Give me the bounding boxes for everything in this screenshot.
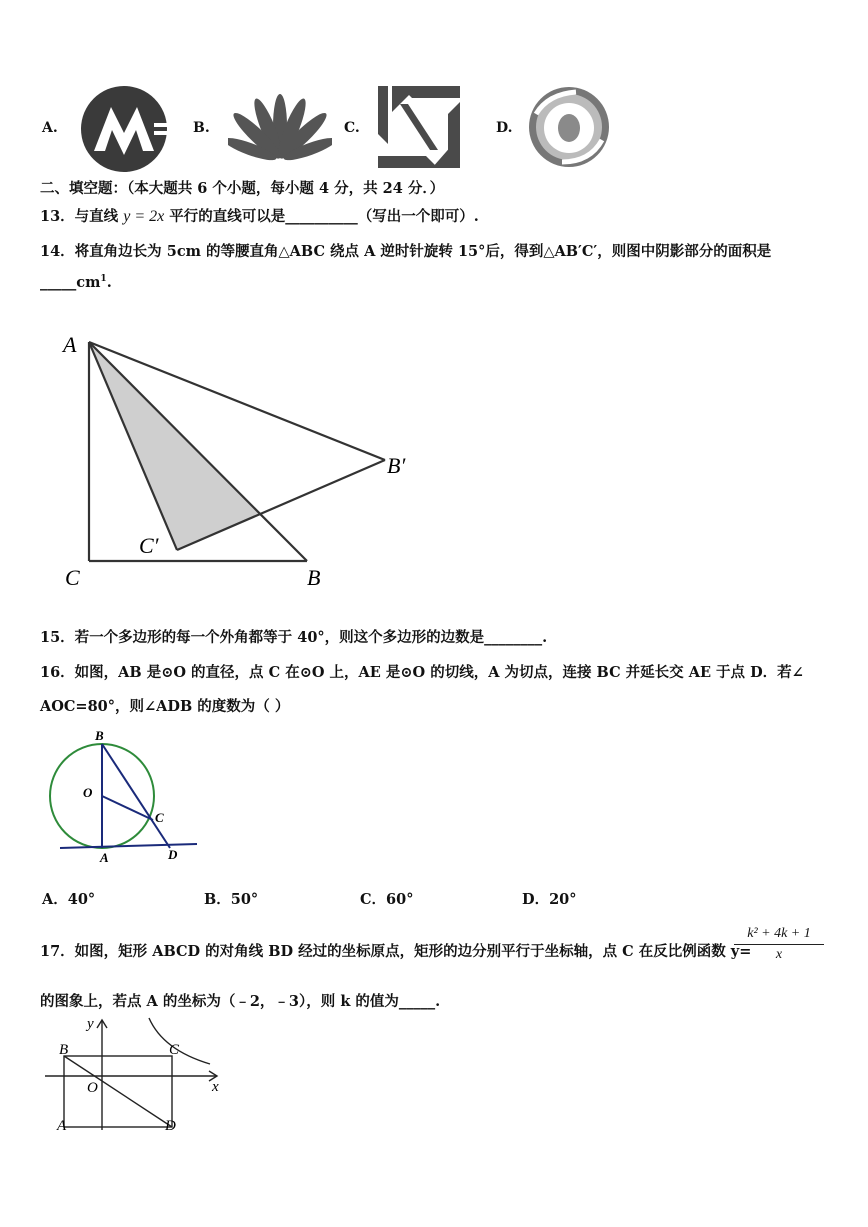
q14-sup: 1 — [100, 274, 107, 285]
q14-figure — [55, 325, 435, 595]
question-15: 15．若一个多边形的每一个外角都等于 40°，则这个多边形的边数是________. — [40, 629, 548, 646]
fraction-numerator: k² + 4k + 1 — [734, 926, 824, 945]
fraction-denominator: x — [775, 947, 783, 962]
label-c: C — [65, 565, 80, 590]
label-b: B — [307, 565, 321, 590]
label-o: O — [83, 785, 93, 800]
logo-c-icon — [378, 86, 460, 168]
line-bd — [102, 744, 170, 848]
logo-a-icon — [80, 85, 168, 173]
label-y: y — [87, 1016, 94, 1032]
label-x: x — [212, 1079, 219, 1095]
shaded-region — [89, 342, 260, 550]
choice-b[interactable]: B．50° — [204, 891, 259, 908]
question-14-line2 — [40, 274, 112, 291]
radius-oc — [102, 796, 153, 820]
choice-c[interactable]: C．60° — [360, 891, 414, 908]
label-c: C — [155, 810, 164, 825]
q13-formula: y = 2x — [123, 208, 165, 225]
question-14-line1: 14．将直角边长为 5cm 的等腰直角△ABC 绕点 A 逆时针旋转 15°后，得到△AB′C′，则图中阴影部分的面积是 — [40, 243, 772, 260]
label-a: A — [100, 850, 109, 865]
question-16-line2: AOC=80°，则∠ADB 的度数为（ ） — [40, 698, 290, 715]
question-17-line1: 17．如图，矩形 ABCD 的对角线 BD 经过的坐标原点，矩形的边分别平行于坐标轴，点 C 在反比例函数 y= — [40, 943, 752, 960]
label-c: C — [169, 1042, 180, 1058]
label-b: B — [59, 1042, 69, 1058]
question-16-line1: 16．如图，AB 是⊙O 的直径，点 C 在⊙O 上，AE 是⊙O 的切线，A 为切点，连接 BC 并延长交 AE 于点 D．若∠ — [40, 664, 804, 681]
inverse-function-fraction — [734, 926, 824, 963]
option-a-label: A. — [42, 120, 58, 136]
q16-figure — [45, 725, 205, 870]
logo-b-icon — [228, 88, 332, 168]
logo-d-icon — [528, 84, 610, 170]
option-d-label: D. — [496, 120, 513, 136]
q14-end: . — [106, 274, 112, 291]
q14-blank: _____cm — [40, 274, 101, 291]
label-d: D — [168, 847, 178, 862]
choice-a[interactable]: A．40° — [42, 891, 96, 908]
hyperbola-curve — [149, 1018, 210, 1064]
question-13 — [40, 205, 479, 226]
q13-suffix: 平行的直线可以是__________（写出一个即可）. — [164, 208, 479, 225]
section-heading: 二、填空题：（本大题共 6 个小题，每小题 4 分，共 24 分．） — [40, 180, 445, 197]
option-c-label: C. — [344, 120, 360, 136]
label-b-prime: B′ — [387, 453, 406, 478]
q13-prefix: 13．与直线 — [40, 208, 124, 225]
label-o: O — [87, 1080, 98, 1096]
choice-d[interactable]: D．20° — [522, 891, 577, 908]
label-a: A — [63, 332, 77, 357]
label-a: A — [57, 1118, 67, 1132]
label-c-prime: C′ — [139, 533, 159, 558]
label-d: D — [165, 1118, 176, 1132]
q17-figure — [45, 1012, 230, 1132]
question-17-line2: 的图象上，若点 A 的坐标为（﹣2，﹣3），则 k 的值为_____. — [40, 993, 441, 1010]
option-b-label: B. — [193, 120, 210, 136]
label-b: B — [95, 728, 104, 743]
diagonal-bd — [64, 1056, 172, 1127]
